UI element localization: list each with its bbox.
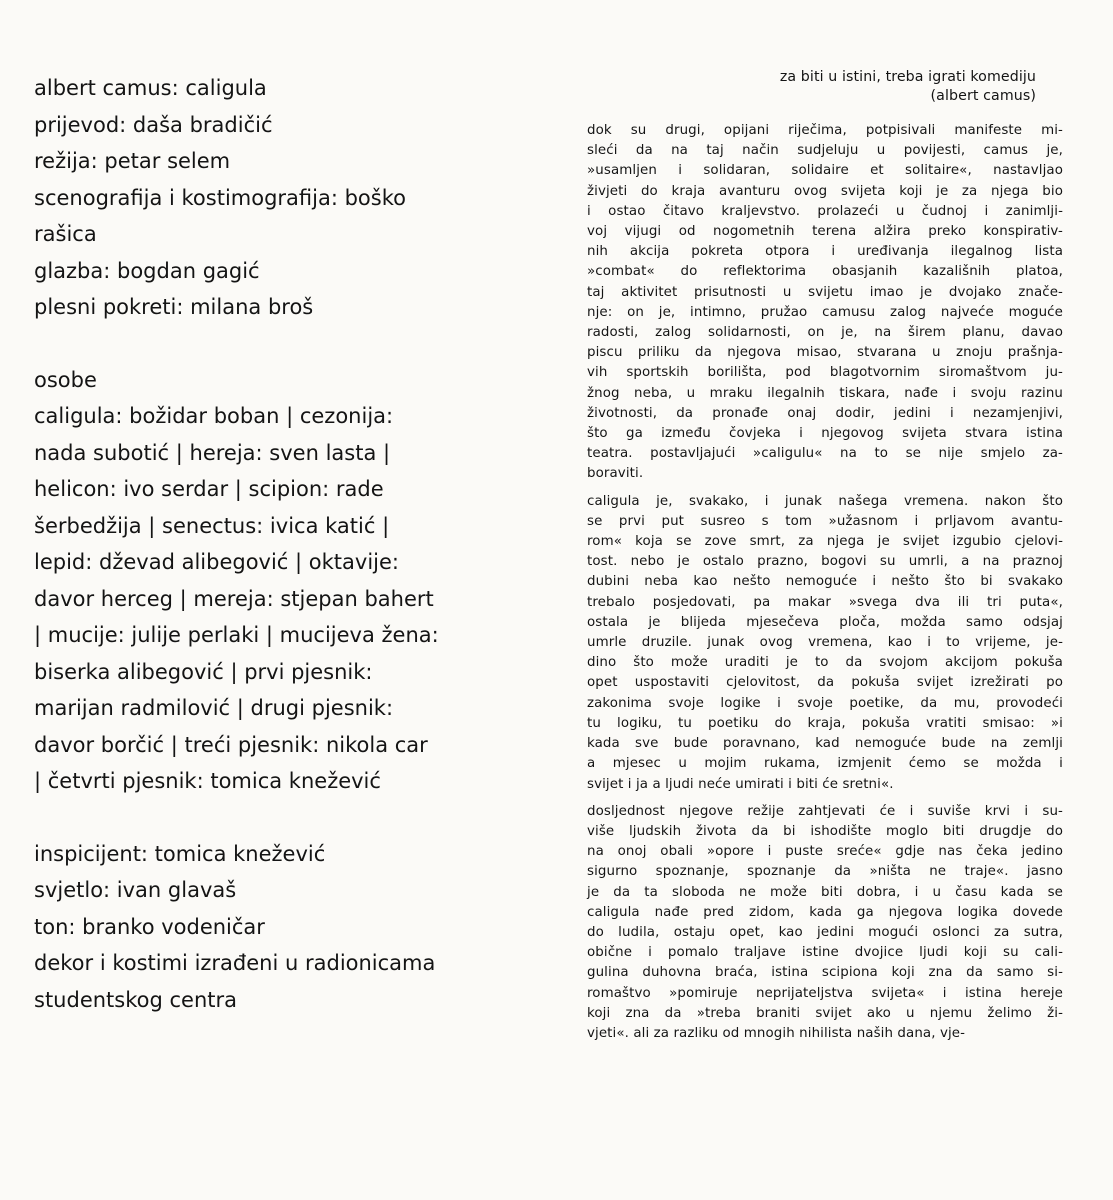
cast-line: caligula: božidar boban | cezonija: bbox=[34, 404, 394, 428]
credit-line: rašica bbox=[34, 222, 97, 246]
essay-line: koji zna da »treba braniti svijet ako u njemu želimo ži- bbox=[587, 1005, 1063, 1021]
credit-line: glazba: bogdan gagić bbox=[34, 258, 260, 283]
cast-line: šerbedžija | senectus: ivica katić | bbox=[34, 513, 390, 538]
essay-paragraph-3 bbox=[587, 802, 1063, 1044]
cast-line: marijan radmilović | drugi pjesnik: bbox=[34, 696, 394, 720]
essay-paragraph-2 bbox=[587, 492, 1063, 795]
crew-line: studentskog centra bbox=[34, 987, 237, 1012]
essay-line: nih akcija pokreta otpora i uređivanja ilegalnog lista bbox=[587, 244, 1063, 260]
essay-line: »usamljen i solidaran, solidaire et solitaire«, nastavljao bbox=[587, 163, 1063, 179]
cast-heading: osobe bbox=[34, 367, 97, 392]
essay-line: žnog neba, u mraku ilegalnih tiskara, nađe i svoju razinu bbox=[587, 385, 1063, 401]
essay-line: životnosti, da pronađe onaj dodir, jedini i nezamjenjivi, bbox=[587, 405, 1063, 421]
essay-line: trebalo posjedovati, pa makar »svega dva ili tri puta«, bbox=[587, 594, 1063, 610]
essay-line: voj vijugi od nogometnih terena alžira preko konspirativ- bbox=[587, 224, 1063, 240]
essay-line: romaštvo »pomiruje neprijateljstva svijeta« i istina hereje bbox=[587, 985, 1063, 1001]
essay-line: tost. nebo je ostalo prazno, bogovi su umrli, a na praznoj bbox=[587, 554, 1063, 570]
cast-line: | četvrti pjesnik: tomica knežević bbox=[34, 769, 381, 793]
cast-line: | mucije: julije perlaki | mucijeva žena: bbox=[34, 623, 439, 647]
essay-line: je da ta sloboda ne može biti dobra, i u času kada se bbox=[587, 884, 1063, 900]
cast-line: biserka alibegović | prvi pjesnik: bbox=[34, 659, 373, 684]
essay-line: se prvi put susreo s tom »užasnom i prljavom avantu- bbox=[587, 513, 1063, 529]
essay-line: caligula nađe pred zidom, kada ga njegova logika dovede bbox=[587, 904, 1063, 920]
essay-paragraph-1 bbox=[587, 121, 1063, 485]
essay-line: a mjesec u mojim rukama, izmjenit ćemo se možda i bbox=[587, 756, 1063, 772]
credit-line: režija: petar selem bbox=[34, 149, 231, 173]
essay-line: zakonima svoje logike i svoje poetike, da mu, provodeći bbox=[587, 695, 1063, 711]
crew-line: svjetlo: ivan glavaš bbox=[34, 878, 237, 902]
essay-line: »combat« do reflektorima obasjanih kazališnih platoa, bbox=[587, 264, 1063, 280]
cast-line: nada subotić | hereja: sven lasta | bbox=[34, 440, 391, 465]
essay-line: što ga između čovjeka i njegovog svijeta stvara istina bbox=[587, 426, 1063, 442]
essay-line: piscu priliku da njegova misao, stvarana u znoju prašnja- bbox=[587, 345, 1063, 361]
essay-line: vjeti«. ali za razliku od mnogih nihilista naših dana, vje- bbox=[587, 1025, 966, 1041]
essay-line: dosljednost njegove režije zahtjevati će i suviše krvi i su- bbox=[587, 803, 1063, 819]
epigraph bbox=[587, 68, 1063, 106]
cast-line: lepid: dževad alibegović | oktavije: bbox=[34, 550, 399, 574]
essay-line: umrle druzile. junak ovog vremena, kao i to vrijeme, je- bbox=[587, 635, 1063, 651]
essay-line: gulina duhovna braća, istina scipiona koji zna da samo si- bbox=[587, 965, 1063, 981]
essay-line: rom« koja se zove smrt, za njega je svijet izgubio cjelovi- bbox=[587, 534, 1063, 550]
cast-line: davor herceg | mereja: stjepan bahert bbox=[34, 586, 434, 611]
essay-line: taj aktivitet prisutnosti u svijetu imao je dvojako znače- bbox=[587, 284, 1063, 300]
essay-line: sigurno spoznanje, spoznanje da »ništa ne traje«. jasno bbox=[587, 864, 1063, 880]
essay-line: tu logiku, tu poetiku do kraja, pokuša vratiti smisao: »i bbox=[587, 715, 1063, 731]
essay-line: više ljudskih života da bi ishodište moglo biti drugdje do bbox=[587, 823, 1063, 839]
credits-block bbox=[34, 70, 514, 326]
essay-line: dok su drugi, opijani riječima, potpisivali manifeste mi- bbox=[587, 123, 1063, 138]
credit-line: albert camus: caligula bbox=[34, 76, 267, 100]
essay-line: opet uspostaviti cjelovitost, da pokuša svijet izrežirati po bbox=[587, 675, 1063, 691]
credit-line: scenografija i kostimografija: boško bbox=[34, 185, 406, 210]
crew-line: inspicijent: tomica knežević bbox=[34, 841, 326, 866]
crew-line: dekor i kostimi izrađeni u radionicama bbox=[34, 951, 436, 975]
credit-line: plesni pokreti: milana broš bbox=[34, 295, 314, 319]
essay-line: dino što može uraditi je to da svojom akcijom pokuša bbox=[587, 655, 1063, 671]
essay-line: dubini neba kao nešto nemoguće i nešto što bi svakako bbox=[587, 574, 1063, 590]
essay-line: do ludila, ostaju opet, kao jedini mogući oslonci za sutra, bbox=[587, 924, 1063, 940]
crew-line: ton: branko vodeničar bbox=[34, 914, 265, 939]
essay-column bbox=[587, 68, 1063, 1051]
credits-column bbox=[34, 70, 514, 1018]
epigraph-author: (albert camus) bbox=[930, 88, 1036, 104]
essay-line: boraviti. bbox=[587, 466, 644, 482]
essay-line: svijet i ja a ljudi neće umirati i biti će sretni«. bbox=[587, 776, 894, 792]
epigraph-quote: za biti u istini, treba igrati komediju bbox=[779, 69, 1036, 85]
essay-line: vih sportskih borilišta, pod blagotvornim siromaštvom ju- bbox=[587, 365, 1063, 381]
essay-line: ostala je blijeda mjesečeva ploča, možda samo odsjaj bbox=[587, 614, 1063, 630]
essay-line: na onoj obali »opore i puste sreće« gdje nas čeka jedino bbox=[587, 844, 1063, 860]
essay-line: sleći da na taj način sudjeluju u povijesti, camus je, bbox=[587, 143, 1063, 159]
cast-block bbox=[34, 398, 514, 800]
essay-line: kada sve bude poravnano, kad nemoguće bude na zemlji bbox=[587, 736, 1063, 752]
essay-line: obične i pomalo traljave istine dvojice ljudi koji su cali- bbox=[587, 945, 1063, 961]
credit-line: prijevod: daša bradičić bbox=[34, 112, 273, 137]
essay-line: teatra. postavljajući »caligulu« na to se nije smjelo za- bbox=[587, 446, 1063, 462]
crew-block bbox=[34, 836, 514, 1019]
essay-line: i ostao čitavo kraljevstvo. prolazeći u čudnoj i zanimlji- bbox=[587, 203, 1063, 219]
essay-line: nje: on je, intimno, pružao camusu zalog najveće moguće bbox=[587, 304, 1063, 320]
cast-line: davor borčić | treći pjesnik: nikola car bbox=[34, 732, 428, 757]
essay-line: živjeti do kraja avanturu ovog svijeta koji je za njega bio bbox=[587, 183, 1063, 199]
essay-line: radosti, zalog solidarnosti, on je, na širem planu, davao bbox=[587, 325, 1063, 341]
cast-line: helicon: ivo serdar | scipion: rade bbox=[34, 477, 384, 501]
essay-line: caligula je, svakako, i junak našega vremena. nakon što bbox=[587, 493, 1063, 509]
